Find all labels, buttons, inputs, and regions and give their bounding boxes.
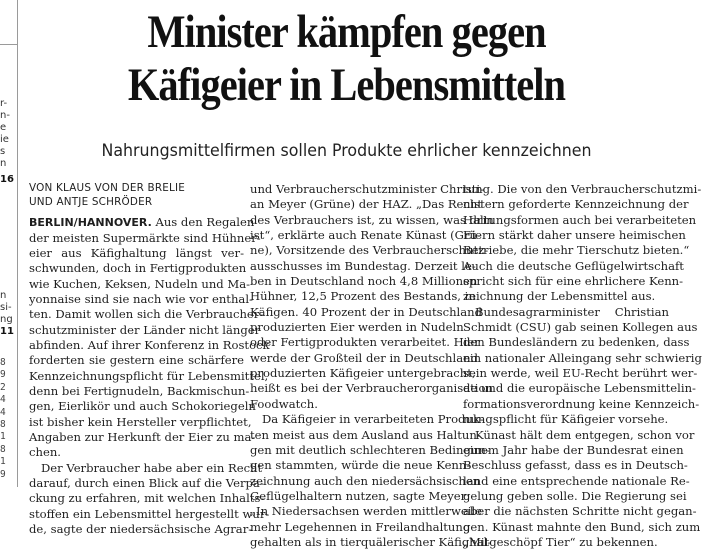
article-text-line: ist bisher kein Hersteller verpflichtet, (29, 414, 252, 429)
prev-article-figure: 1 (0, 431, 6, 443)
article-text-line: nungspflicht für Käfigeier vorsehe. (463, 412, 669, 427)
article-text-line: Auch die deutsche Geflügelwirtschaft (463, 258, 684, 273)
article-text-line: Geflügelhaltern nutzen, sagte Meyer: (250, 488, 471, 503)
article-text-line: schutzminister der Länder nicht länger (29, 322, 261, 337)
article-text-line: ben in Deutschland noch 4,8 Millionen (250, 274, 478, 289)
article-text-line: ausschusses im Bundestag. Derzeit le- (250, 258, 476, 273)
article-text-line: oder Fertigprodukten verarbeitet. Hier (250, 335, 480, 350)
article-text-line: gen. Künast mahnte den Bund, sich zum (463, 519, 701, 534)
article-text-line: de, sagte der niedersächsische Agrar- (29, 522, 253, 537)
article-text-line: zeichnung auch den niedersächsischen (250, 473, 481, 488)
article-text-line: nistern geforderte Kennzeichnung der (463, 197, 689, 212)
article-text-line: ten meist aus dem Ausland aus Haltun- (250, 427, 481, 442)
article-text-line: schwunden, doch in Fertigprodukten (29, 261, 247, 276)
article-text-line: Kennzeichnungspflicht für Lebensmittel, (29, 368, 269, 383)
article-text-line: darauf, durch einen Blick auf die Verpa- (29, 476, 264, 491)
article-text-line: wie Kuchen, Keksen, Nudeln und Ma- (29, 276, 251, 291)
prev-article-fragment: 16 (0, 174, 14, 185)
article-text-line: ten. Damit wollen sich die Verbraucher- (29, 307, 264, 322)
headline-line-1: Minister kämpfen gegen (147, 6, 546, 58)
prev-article-figure: 4 (0, 394, 6, 406)
article-text-line: ist“, erklärte auch Renate Künast (Grü- (250, 228, 481, 243)
headline-line-2: Käfigeier in Lebensmitteln (127, 59, 566, 111)
article-text-line: Foodwatch. (250, 396, 318, 411)
article-text-line: Bundesagrarminister Christian (475, 304, 669, 319)
byline-line-2: UND ANTJE SCHRÖDER (29, 195, 153, 208)
column-separator-rule (17, 0, 18, 487)
article-text-line: Der Verbraucher habe aber ein Recht (41, 460, 263, 475)
article-subheadline: Nahrungsmittelfirmen sollen Produkte ehrlicher kennzeichnen (101, 141, 592, 161)
prev-article-figure: 1 (0, 456, 6, 468)
article-text-line: stoffen ein Lebensmittel hergestellt wur- (29, 506, 270, 521)
article-text-line: Betriebe, die mehr Tierschutz bieten.“ (463, 243, 690, 258)
prev-article-fragment: n- (0, 110, 10, 121)
prev-article-figure: 8 (0, 443, 6, 455)
article-text-line: Haltungsformen auch bei verarbeiteten (463, 212, 697, 227)
article-text-line: abfinden. Auf ihrer Konferenz in Rostock (29, 337, 270, 352)
article-headline (69, 6, 624, 112)
article-text-line: gelung geben solle. Die Regierung sei (463, 488, 687, 503)
article-column-2 (250, 182, 494, 550)
article-text-line: „Mitgeschöpf Tier“ zu bekennen. (463, 534, 658, 549)
article-text-line: mehr Legehennen in Freilandhaltung (250, 519, 471, 534)
article-text-line: Angaben zur Herkunft der Eier zu ma- (29, 430, 256, 444)
article-text-line: eier aus Käfighaltung längst ver- (29, 245, 244, 260)
article-text-line: Hühner, 12,5 Prozent des Bestands, in (250, 289, 476, 304)
prev-article-fragment: r- (0, 98, 8, 109)
article-text-line: land eine entsprechende nationale Re- (463, 473, 690, 488)
article-text-line: an Meyer (Grüne) der HAZ. „Das Recht (250, 197, 483, 212)
article-text-line: Käfigen. 40 Prozent der in Deutschland (250, 304, 483, 319)
prev-article-figure: 2 (0, 381, 6, 393)
article-text-line: Beschluss gefasst, dass es in Deutsch- (463, 458, 688, 473)
prev-article-figure: 9 (0, 468, 6, 480)
article-column-1 (29, 182, 270, 537)
prev-article-fragment: e (0, 122, 7, 133)
article-text-line: Eiern stärkt daher unsere heimischen (463, 228, 686, 243)
article-text-line: „In Niedersachsen werden mittlerweile (250, 504, 483, 519)
article-dateline: BERLIN/HANNOVER. (29, 216, 152, 230)
prev-article-figure: 8 (0, 357, 6, 368)
article-text-line: Schmidt (CSU) gab seinen Kollegen aus (463, 320, 698, 335)
article-text-line: denn bei Fertignudeln, Backmischun- (29, 383, 250, 398)
article-text-line: produzierten Käfigeier untergebracht, (250, 366, 476, 381)
prev-article-fragment: si- (0, 302, 12, 313)
article-text-line: der meisten Supermärkte sind Hühner- (29, 230, 261, 245)
article-text-line: Künast hält dem entgegen, schon vor (475, 427, 695, 442)
prev-article-fragment: n (0, 158, 7, 169)
article-text-line: gen, Eierlikör und auch Schokoriegeln (29, 399, 256, 414)
margin-top-rule (0, 44, 18, 45)
article-text-line: BERLIN/HANNOVER. Aus den Regalen (29, 215, 255, 230)
prev-article-figure: 4 (0, 406, 6, 418)
article-text-line: de und die europäische Lebensmittelin- (463, 381, 696, 396)
prev-article-fragment: 11 (0, 326, 14, 337)
article-text-line: werde der Großteil der in Deutschland (250, 350, 479, 365)
article-text-line: und Verbraucherschutzminister Christi- (250, 182, 484, 196)
byline-line-1: VON KLAUS VON DER BRELIE (29, 182, 186, 194)
article-column-3 (463, 182, 702, 550)
article-text-line: sein werde, weil EU-Recht berührt wer- (463, 366, 698, 381)
previous-article-fragment (0, 0, 18, 487)
article-text-line: gen mit deutlich schlechteren Bedingun- (250, 442, 490, 457)
article-text-line: formationsverordnung keine Kennzeich- (463, 396, 700, 411)
prev-article-figure: 8 (0, 419, 6, 430)
article-text-line: produzierten Eier werden in Nudeln (250, 320, 464, 335)
article-text-line: aber die nächsten Schritte nicht gegan- (463, 504, 697, 519)
prev-article-fragment: ng (0, 314, 13, 325)
article-text-line: spricht sich für eine ehrlichere Kenn- (463, 274, 684, 289)
article-text-line: zeichnung der Lebensmittel aus. (463, 289, 656, 304)
article-text-line: Da Käfigeier in verarbeiteten Produk- (262, 412, 484, 427)
article-text-line: ckung zu erfahren, mit welchen Inhalts- (29, 491, 265, 506)
article-text-line: forderten sie gestern eine schärfere (29, 353, 244, 368)
article-text-line: yonnaise sind sie nach wie vor enthal- (29, 291, 253, 306)
prev-article-fragment: ie (0, 134, 9, 145)
article-text-line: den Bundesländern zu bedenken, dass (463, 335, 690, 350)
article-text-line: ne), Vorsitzende des Verbraucherschutz- (250, 243, 489, 258)
article-text-line: des Verbrauchers ist, zu wissen, was drin (250, 212, 494, 227)
article-text-line: gehalten als in tierquälerischer Käfighal- (250, 534, 492, 549)
article-text-line: gen stammten, würde die neue Kenn- (250, 458, 471, 473)
article-text-line: einem Jahr habe der Bundesrat einen (463, 442, 684, 457)
article-text-line: ein nationaler Alleingang sehr schwierig (463, 350, 702, 365)
article-text-line: chen. (29, 445, 61, 460)
prev-article-figure: 9 (0, 369, 6, 381)
article-text-line: heißt es bei der Verbraucherorganisation (250, 381, 493, 396)
prev-article-fragment: n (0, 290, 7, 301)
article-text-line: tung. Die von den Verbraucherschutzmi- (463, 182, 702, 196)
prev-article-fragment: s (0, 146, 6, 157)
